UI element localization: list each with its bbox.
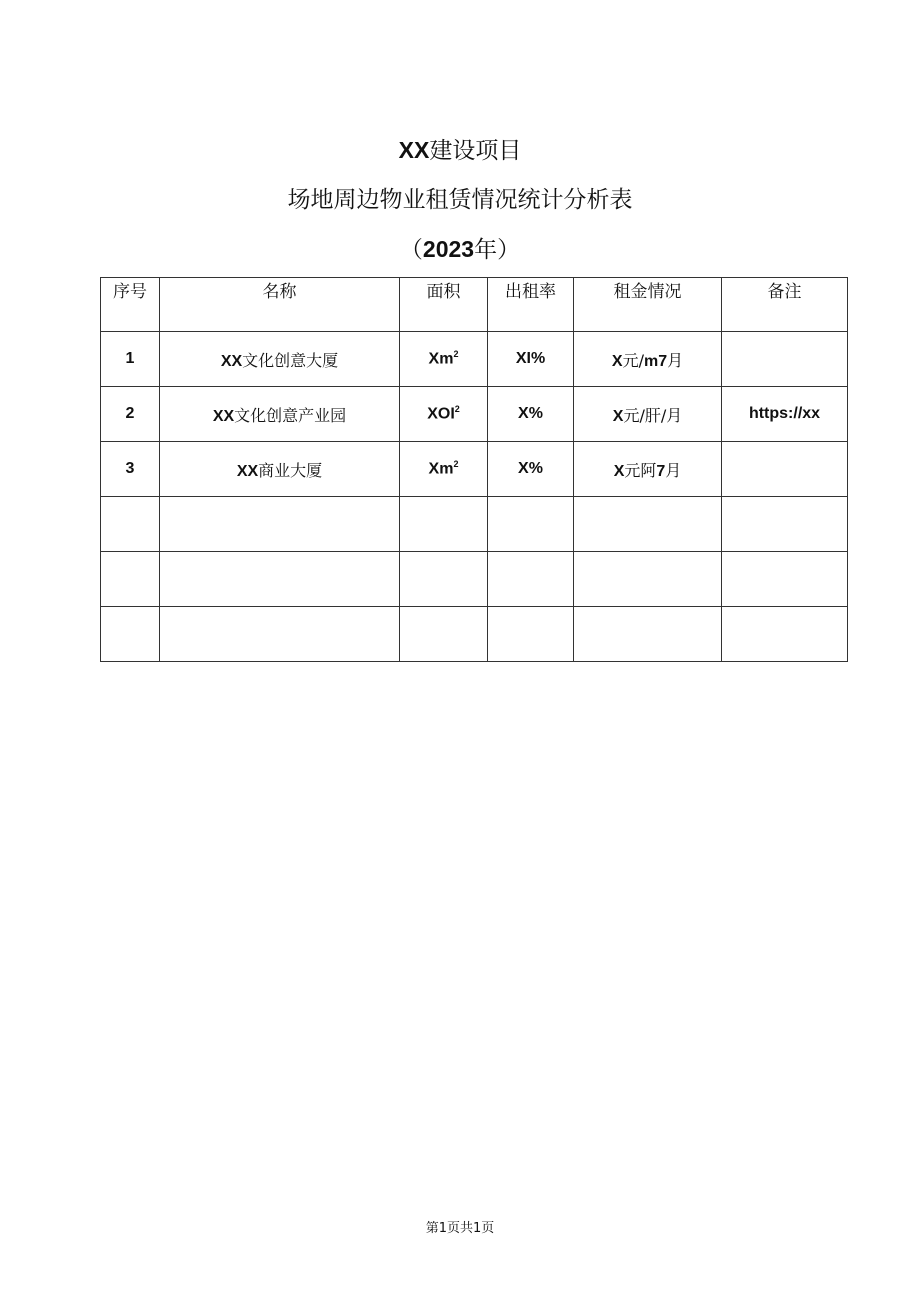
project-prefix: XX — [398, 137, 430, 163]
empty-cell — [488, 552, 574, 607]
empty-cell — [400, 552, 488, 607]
header-area: 面积 — [400, 278, 488, 332]
row-area — [400, 387, 488, 442]
row-area-value: Xm — [428, 350, 454, 368]
row-note — [722, 332, 848, 387]
row-index: 2 — [101, 387, 160, 442]
row-area-value: XOI — [427, 405, 455, 423]
row-rent — [574, 332, 722, 387]
row-area-unit-sup: 2 — [454, 404, 460, 415]
table-row — [101, 387, 848, 442]
row-area-unit-sup: 2 — [453, 459, 459, 470]
document-subtitle: 场地周边物业租赁情况统计分析表 — [287, 187, 633, 213]
empty-cell — [160, 552, 400, 607]
header-index: 序号 — [101, 278, 160, 332]
row-note — [722, 442, 848, 497]
empty-cell — [400, 607, 488, 662]
row-name-text: 商业大厦 — [258, 460, 323, 480]
row-occupancy: X% — [488, 387, 574, 442]
rental-statistics-table — [100, 277, 848, 662]
row-area — [400, 442, 488, 497]
table-row — [101, 442, 848, 497]
table-row — [101, 332, 848, 387]
year-suffix: 年） — [474, 237, 521, 263]
empty-cell — [574, 552, 722, 607]
row-name-prefix: XX — [212, 407, 235, 425]
row-rent-bold: 7 — [656, 462, 666, 480]
row-area-value: Xm — [428, 460, 454, 478]
row-rent-mid: 元/ — [622, 350, 644, 370]
header-note: 备注 — [722, 278, 848, 332]
empty-cell — [488, 497, 574, 552]
header-name: 名称 — [160, 278, 400, 332]
empty-cell — [101, 552, 160, 607]
row-rent-mid: 元阿 — [624, 460, 657, 480]
row-name — [160, 387, 400, 442]
table-header-row — [101, 278, 848, 332]
document-title — [0, 133, 920, 168]
empty-cell — [722, 607, 848, 662]
header-occupancy: 出租率 — [488, 278, 574, 332]
row-note-link[interactable]: https://xx — [722, 387, 848, 442]
row-name-prefix: XX — [236, 462, 259, 480]
row-index: 1 — [101, 332, 160, 387]
empty-table-row — [101, 497, 848, 552]
empty-cell — [160, 497, 400, 552]
row-rent-prefix: X — [611, 352, 623, 370]
row-name-text: 文化创意大厦 — [242, 350, 339, 370]
row-index: 3 — [101, 442, 160, 497]
project-suffix: 建设项目 — [429, 138, 522, 164]
header-rent: 租金情况 — [574, 278, 722, 332]
row-rent — [574, 387, 722, 442]
row-rent-suffix: 月 — [665, 460, 682, 480]
row-name — [160, 442, 400, 497]
row-rent-prefix: X — [612, 407, 624, 425]
row-area-unit-sup: 2 — [453, 349, 459, 360]
empty-cell — [722, 552, 848, 607]
row-name-text: 文化创意产业园 — [234, 405, 347, 425]
row-rent-mid: 元/肝/月 — [623, 405, 683, 425]
empty-cell — [101, 607, 160, 662]
empty-table-row — [101, 552, 848, 607]
empty-cell — [574, 607, 722, 662]
page-footer: 第1页共1页 — [425, 1221, 495, 1236]
empty-cell — [101, 497, 160, 552]
row-rent-suffix: 月 — [667, 350, 684, 370]
empty-cell — [722, 497, 848, 552]
empty-table-row — [101, 607, 848, 662]
year-value: 2023 — [422, 236, 475, 262]
empty-cell — [400, 497, 488, 552]
empty-cell — [160, 607, 400, 662]
row-area — [400, 332, 488, 387]
document-year — [0, 232, 920, 267]
row-name-prefix: XX — [220, 352, 243, 370]
empty-cell — [488, 607, 574, 662]
row-rent-bold: m7 — [643, 352, 668, 370]
year-open-paren: （ — [399, 237, 423, 263]
row-rent — [574, 442, 722, 497]
row-name — [160, 332, 400, 387]
empty-cell — [574, 497, 722, 552]
row-occupancy: XI% — [488, 332, 574, 387]
row-occupancy: X% — [488, 442, 574, 497]
row-rent-prefix: X — [613, 462, 625, 480]
